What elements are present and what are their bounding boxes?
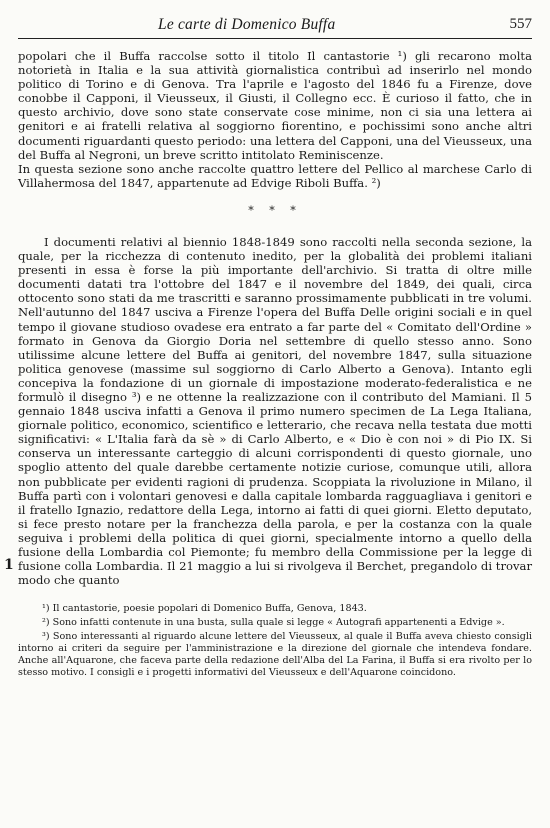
footnotes bbox=[18, 603, 532, 679]
section-separator: * * * bbox=[248, 203, 302, 217]
header-rule bbox=[18, 38, 532, 39]
paragraph-3: I documenti relativi al biennio 1848-1849 sono raccolti nella seconda sezione, la quale, per la ricchezza di contenuto inedito, per la globalità dei problemi italiani presenti in essa è forse la più importante dell'archivio. Si tratta di oltre mille documenti datati tra l'ottobre del 1847 e il novembre del 1849, dei quali, circa ottocento sono stati da me trascritti e saranno prossimamente pubblicati in tre volumi. Nell'autunno del 1847 usciva a Firenze l'opera del Buffa Delle origini sociali e in quel tempo il giovane studioso ovadese era entrato a far parte del « Comitato dell'Ordine » formato in Genova da Giorgio Doria nel settembre di quello stesso anno. Sono utilissime alcune lettere del Buffa ai genitori, del novembre 1847, sulla situazione politica genovese (massime sul soggiorno di Carlo Alberto a Genova). Intanto egli concepiva la fondazione di un giornale di impostazione moderato-federalistica e ne formulò il disegno ³) e ne ottenne la realizzazione con il contributo del Mamiani. Il 5 gennaio 1848 usciva infatti a Genova il primo numero specimen de La Lega Italiana, giornale politico, economico, scientifico e letterario, che recava nella testata due motti significativi: « L'Italia farà da sè » di Carlo Alberto, e « Dio è con noi » di Pio IX. Si conserva un interessante carteggio di alcuni corrispondenti di questo giornale, uno spoglio attento del quale darebbe certamente notizie curiose, comunque utili, allora non pubblicate per evidenti ragioni di prudenza. Scoppiata la rivoluzione in Milano, il Buffa partì con i volontari genovesi e dalla capitale lombarda ragguagliava i genitori e il fratello Ignazio, redattore della Lega, intorno ai fatti di quei giorni. Eletto deputato, si fece presto notare per la franchezza della parola, e per la costanza con la quale seguiva i problemi della politica di quei giorni, specialmente intorno a quello della fusione della Lombardia col Piemonte; fu membro della Commissione per la legge di fusione colla Lombardia. Il 21 maggio a lui si rivolgeva il Berchet, pregandolo di trovar modo che quanto bbox=[18, 234, 532, 588]
running-head bbox=[18, 10, 532, 36]
footnote-1: ¹) Il cantastorie, poesie popolari di Domenico Buffa, Genova, 1843. bbox=[42, 603, 367, 615]
page-number: 557 bbox=[509, 16, 532, 32]
footnote-3: ³) Sono interessanti al riguardo alcune lettere del Vieusseux, al quale il Buffa aveva chiesto consigli intorno ai criteri da seguire per l'amministrazione e la direzione del giornale che intendeva fondare. Anche all'Aquarone, che faceva parte della redazione dell'Alba del La Farina, il Buffa si era rivolto per lo stesso motivo. I consigli e i progetti informativi del Vieusseux e dell'Aquarone coincidono. bbox=[18, 631, 532, 679]
paragraph-1: popolari che il Buffa raccolse sotto il titolo Il cantastorie ¹) gli recarono molta notorietà in Italia e la sua attività giornalistica contribuì ad inserirlo nel mondo politico di Torino e di Genova. Tra l'aprile e l'agosto del 1846 fu a Firenze, dove conobbe il Capponi, il Vieusseux, il Giusti, il Collegno ecc. È curioso il fatto, che in questo archivio, dove sono state conservate cose minime, non ci sia una lettera ai genitori e ai fratelli relativa al soggiorno fiorentino, e pochissimi sono anche altri documenti riguardanti questo periodo: una lettera del Capponi, una del Vieusseux, una del Buffa al Negroni, un breve scritto intitolato Reminiscenze. bbox=[18, 49, 532, 162]
footnote-2: ²) Sono infatti contenute in una busta, sulla quale si legge « Autografi appartenenti a Edvige ». bbox=[42, 617, 505, 629]
document-page bbox=[18, 10, 532, 681]
margin-mark: 1 bbox=[4, 557, 14, 573]
running-title: Le carte di Domenico Buffa bbox=[158, 16, 336, 33]
paragraph-2: In questa sezione sono anche raccolte quattro lettere del Pellico al marchese Carlo di Villahermosa del 1847, appartenute ad Edvige Riboli Buffa. ²) bbox=[18, 161, 532, 190]
